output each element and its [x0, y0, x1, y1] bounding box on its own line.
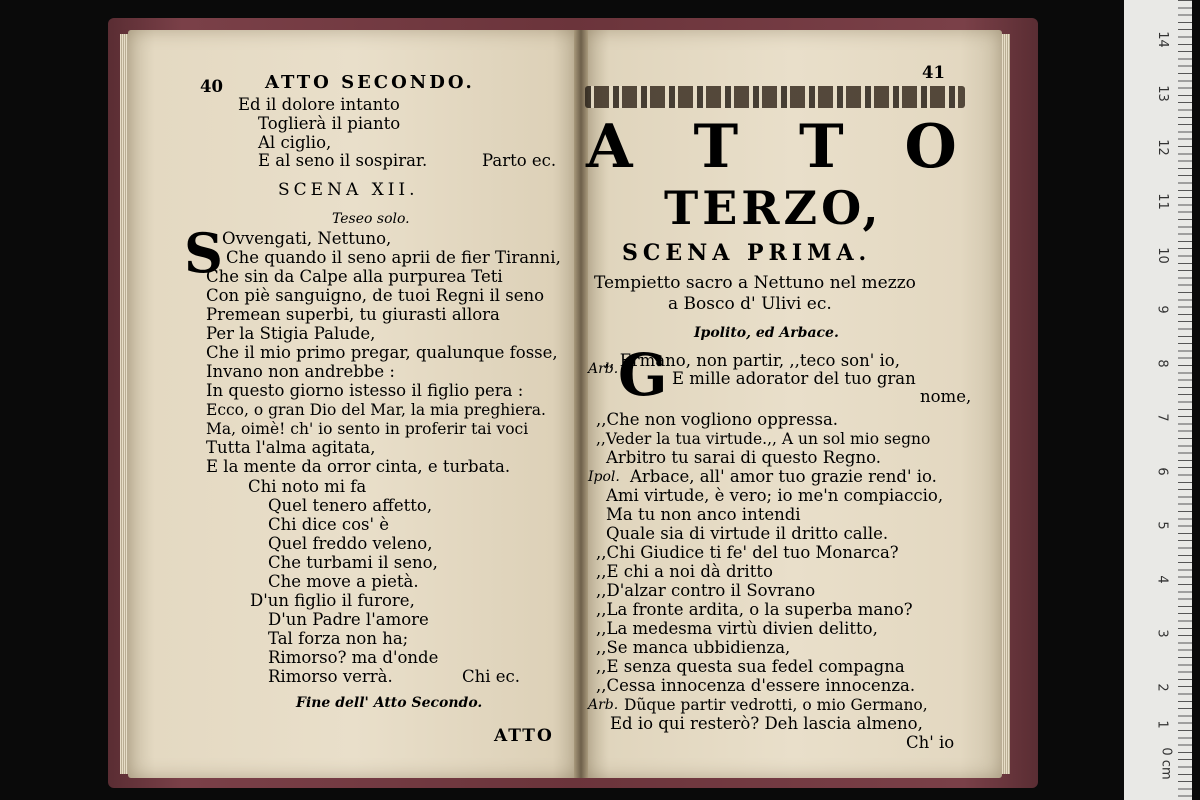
left-line: Toglierà il pianto [258, 114, 401, 133]
ruler-label: 5 [1154, 521, 1170, 530]
ruler-label: 4 [1154, 575, 1170, 584]
speaker-label: Arb. [588, 697, 619, 713]
right-page-number: 41 [922, 63, 945, 82]
right-line: Quale sia di virtude il dritto calle. [606, 524, 889, 543]
right-line: nome, [920, 387, 972, 406]
left-dropcap: S [184, 221, 223, 285]
left-line: Ecco, o gran Dio del Mar, la mia preghiera. [206, 401, 546, 419]
left-aria-line: Quel tenero affetto, [268, 496, 433, 515]
speaker-label: Arb. [588, 361, 619, 377]
left-line: Che il mio primo pregar, qualunque fosse, [206, 343, 558, 362]
act-title: A T T O [586, 112, 977, 182]
left-scene-heading: SCENA XII. [278, 180, 419, 200]
ornament-band [585, 86, 965, 108]
left-exit-cue: Parto ec. [482, 151, 557, 170]
left-aria-line: D'un figlio il furore, [250, 591, 415, 610]
ruler-label: 14 [1154, 31, 1170, 48]
left-page-number: 40 [200, 77, 223, 96]
left-running-head: ATTO SECONDO. [265, 72, 475, 93]
left-aria-line: Quel freddo veleno, [268, 534, 433, 553]
right-line: ,,D'alzar contro il Sovrano [596, 581, 816, 600]
measurement-ruler [1124, 0, 1192, 800]
left-line: Al ciglio, [258, 133, 332, 152]
left-aria-line: Che move a pietà. [268, 572, 419, 591]
left-line: Tutta l'alma agitata, [206, 438, 376, 457]
left-line: Che sin da Calpe alla purpurea Teti [206, 267, 503, 286]
ruler-label: 12 [1154, 139, 1170, 156]
left-character-list: Teseo solo. [332, 211, 410, 227]
left-aria-line: Rimorso verrà. [268, 667, 393, 686]
right-line: ,,E chi a noi dà dritto [596, 562, 773, 581]
right-line: ,,Che non vogliono oppressa. [596, 410, 839, 429]
right-line: ,,La medesma virtù divien delitto, [596, 619, 878, 638]
right-line: ,,E senza questa sua fedel compagna [596, 657, 905, 676]
left-line: Che quando il seno aprii de fier Tiranni, [226, 248, 561, 267]
right-line: ,,Cessa innocenza d'essere innocenza. [596, 676, 916, 695]
left-line: In questo giorno istesso il figlio pera : [206, 381, 524, 400]
left-act-finale: Fine dell' Atto Secondo. [296, 695, 483, 711]
left-line: Invano non andrebbe : [206, 362, 395, 381]
right-line: ,,Chi Giudice ti fe' del tuo Monarca? [596, 543, 899, 562]
left-line: Ovvengati, Nettuno, [222, 229, 392, 248]
ruler-label: 8 [1154, 359, 1170, 368]
right-line: E mille adorator del tuo gran [672, 369, 916, 388]
left-aria-line: D'un Padre l'amore [268, 610, 429, 629]
right-dropcap: G [618, 341, 668, 409]
left-line: Premean superbi, tu giurasti allora [206, 305, 500, 324]
left-line: E al seno il sospirar. [258, 151, 428, 170]
left-line: Ma, oimè! ch' io sento in proferir tai voci [206, 420, 529, 438]
left-line: Con piè sanguigno, de tuoi Regni il seno [206, 286, 545, 305]
left-line: Ed il dolore intanto [238, 95, 400, 114]
left-aria-line: Chi dice cos' è [268, 515, 390, 534]
right-line: Ed io qui resterò? Deh lascia almeno, [610, 714, 923, 733]
left-catchword: ATTO [494, 726, 554, 746]
left-exit-cue: Chi ec. [462, 667, 521, 686]
right-line: Arbitro tu sarai di questo Regno. [606, 448, 881, 467]
right-line: ,,La fronte ardita, o la superba mano? [596, 600, 913, 619]
scene-setting: a Bosco d' Ulivi ec. [668, 294, 832, 314]
left-line: E la mente da orror cinta, e turbata. [206, 457, 511, 476]
left-line: Per la Stigia Palude, [206, 324, 376, 343]
left-aria-line: Rimorso? ma d'onde [268, 648, 439, 667]
ruler-label: 3 [1154, 629, 1170, 638]
left-aria-line: Che turbami il seno, [268, 553, 438, 572]
speaker-label: Ipol. [588, 469, 620, 485]
right-scene-heading: SCENA PRIMA. [622, 240, 872, 266]
left-aria-line: Chi noto mi fa [248, 477, 367, 496]
right-line: ,, Ermano, non partir, ,,teco son' io, [604, 351, 900, 370]
right-line: Dũque partir vedrotti, o mio Germano, [624, 696, 928, 714]
right-catchword: Ch' io [906, 733, 955, 752]
act-number-title: TERZO, [664, 181, 883, 235]
left-aria-line: Tal forza non ha; [268, 629, 409, 648]
right-line: Ma tu non anco intendi [606, 505, 801, 524]
ruler-label: 10 [1154, 247, 1170, 264]
right-line: Arbace, all' amor tuo grazie rend' io. [630, 467, 937, 486]
ruler-label: 9 [1154, 305, 1170, 314]
ruler-label: 0 cm [1158, 747, 1174, 780]
right-character-list: Ipolito, ed Arbace. [694, 325, 839, 341]
scene-setting: Tempietto sacro a Nettuno nel mezzo [594, 273, 916, 293]
right-line: ,,Veder la tua virtude.,, A un sol mio segno [596, 430, 931, 448]
right-line: ,,Se manca ubbidienza, [596, 638, 791, 657]
ruler-label: 13 [1154, 85, 1170, 102]
ruler-label: 2 [1154, 683, 1170, 692]
ruler-label: 1 [1154, 720, 1170, 729]
right-line: Ami virtude, è vero; io me'n compiaccio, [606, 486, 944, 505]
ruler-label: 7 [1154, 413, 1170, 422]
ruler-label: 6 [1154, 467, 1170, 476]
ruler-label: 11 [1154, 193, 1170, 210]
